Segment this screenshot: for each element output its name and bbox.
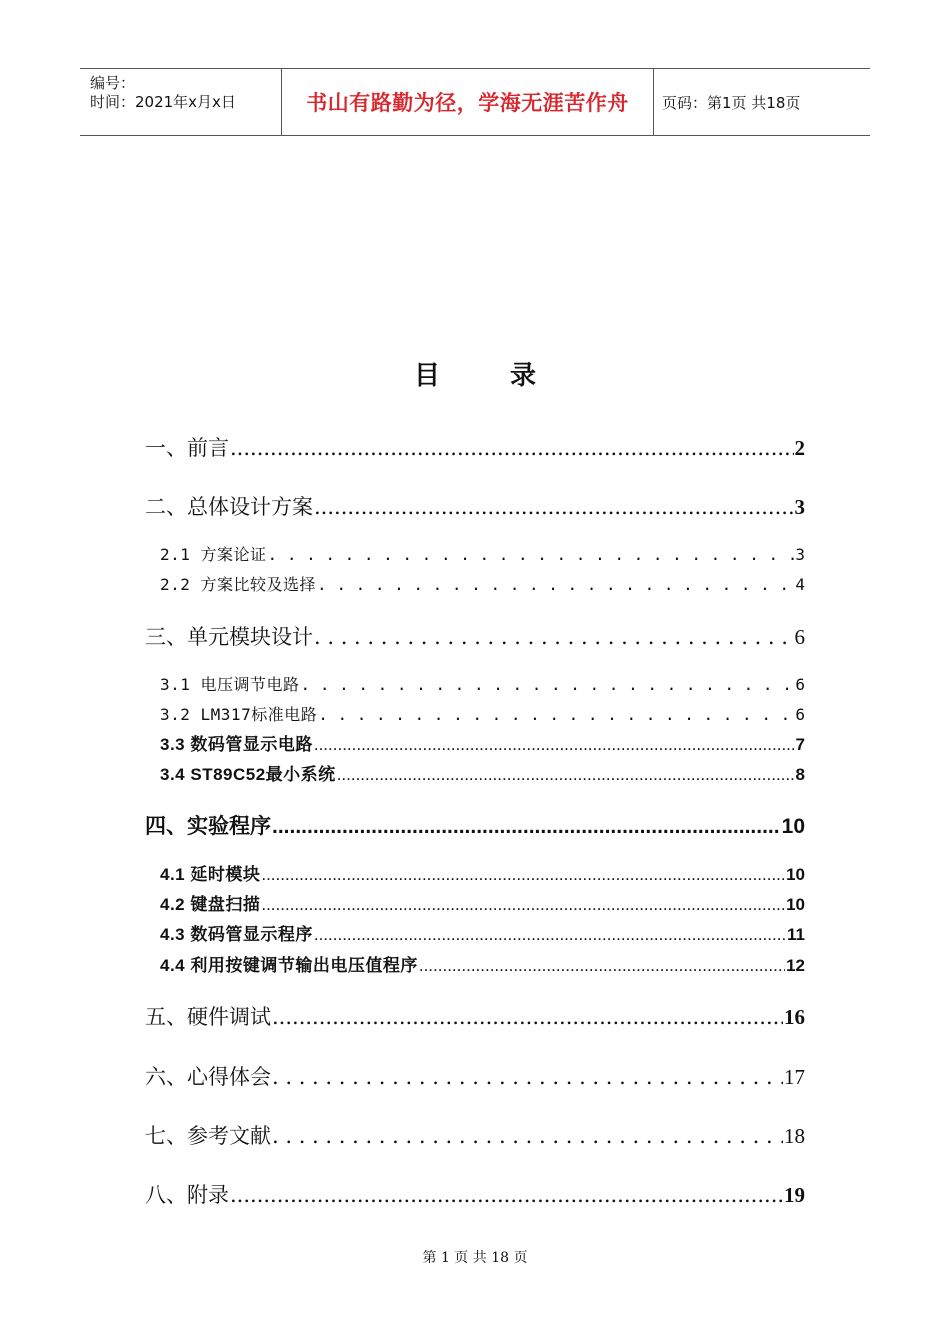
header-motto: 书山有路勤为径，学海无涯苦作舟 bbox=[306, 91, 629, 115]
toc-entry-title: 4.4 利用按键调节输出电压值程序 bbox=[160, 956, 418, 975]
toc-entry[interactable] bbox=[145, 1001, 805, 1031]
toc-entry[interactable] bbox=[160, 920, 805, 945]
toc-entry[interactable] bbox=[160, 951, 805, 976]
toc-leader bbox=[261, 865, 785, 885]
toc-entry[interactable] bbox=[160, 572, 805, 595]
toc-leader bbox=[261, 895, 785, 915]
toc-entry[interactable] bbox=[160, 760, 805, 785]
toc-entry-title: 4.3 数码管显示程序 bbox=[160, 925, 313, 944]
toc-entry[interactable] bbox=[160, 542, 805, 565]
toc-entry-title: 2.2 方案比较及选择 bbox=[160, 575, 317, 594]
toc-entry-page: 8 bbox=[795, 765, 805, 784]
toc-entry-page: 12 bbox=[786, 956, 805, 975]
toc-entry-page: 6 bbox=[795, 675, 805, 694]
toc-leader bbox=[314, 625, 794, 649]
toc-entry-title: 三、单元模块设计 bbox=[145, 625, 313, 649]
toc-entry[interactable] bbox=[145, 1179, 805, 1209]
toc-entry-page: 6 bbox=[795, 705, 805, 724]
toc-entry-title: 4.1 延时模块 bbox=[160, 865, 261, 884]
toc-entry-page: 18 bbox=[784, 1124, 805, 1148]
toc-entry[interactable] bbox=[145, 621, 805, 651]
toc-entry-page: 3 bbox=[794, 495, 805, 519]
toc-entry[interactable] bbox=[160, 702, 805, 725]
toc-leader bbox=[272, 815, 781, 839]
toc-leader bbox=[230, 436, 794, 460]
toc-leader bbox=[268, 545, 795, 564]
toc-entry-title: 二、总体设计方案 bbox=[145, 495, 313, 519]
toc-leader bbox=[419, 956, 785, 976]
toc-leader bbox=[318, 705, 794, 724]
toc-entry-page: 10 bbox=[786, 895, 805, 914]
toc-entry-page: 3 bbox=[795, 545, 805, 564]
toc-entry[interactable] bbox=[160, 730, 805, 755]
toc-entry-page: 7 bbox=[795, 735, 805, 754]
toc-entry-title: 4.2 键盘扫描 bbox=[160, 895, 261, 914]
time-label: 时间：2021年x月x日 bbox=[90, 93, 236, 111]
toc-entry-page: 16 bbox=[784, 1005, 805, 1029]
toc-entry-page: 4 bbox=[795, 575, 805, 594]
toc-entry-page: 10 bbox=[781, 815, 805, 838]
toc-entry[interactable] bbox=[145, 491, 805, 521]
header-page-info: 页码：第1页 共18页 bbox=[662, 93, 801, 112]
toc-entry-page: 6 bbox=[794, 625, 805, 649]
toc-entry-title: 3.3 数码管显示电路 bbox=[160, 735, 313, 754]
toc-entry-title: 3.4 ST89C52最小系统 bbox=[160, 765, 336, 784]
toc-leader bbox=[272, 1005, 783, 1029]
toc-leader bbox=[272, 1065, 783, 1089]
toc-leader bbox=[314, 495, 794, 519]
toc-entry-page: 11 bbox=[787, 925, 805, 944]
page-header bbox=[80, 68, 870, 136]
toc-entry[interactable] bbox=[160, 890, 805, 915]
toc-entry[interactable] bbox=[145, 432, 805, 462]
toc-entry[interactable] bbox=[160, 672, 805, 695]
toc-entry-title: 3.2 LM317标准电路 bbox=[160, 705, 318, 724]
toc-leader bbox=[337, 765, 795, 785]
toc-entry-title: 八、附录 bbox=[145, 1183, 229, 1207]
toc-entry[interactable] bbox=[145, 1061, 805, 1091]
page-footer: 第 1 页 共 18 页 bbox=[422, 1250, 528, 1266]
toc-entry-title: 六、心得体会 bbox=[145, 1065, 271, 1089]
toc-entry-title: 一、前言 bbox=[145, 436, 229, 460]
toc-entry[interactable] bbox=[160, 860, 805, 885]
toc-entry[interactable] bbox=[145, 810, 805, 840]
toc-title: 目录 bbox=[413, 361, 606, 391]
toc-entry-page: 10 bbox=[786, 865, 805, 884]
number-label: 编号： bbox=[90, 74, 136, 92]
header-meta bbox=[80, 69, 282, 135]
toc-entry-title: 四、实验程序 bbox=[145, 815, 271, 838]
toc-leader bbox=[314, 925, 786, 945]
toc-leader bbox=[301, 675, 795, 694]
toc-entry-title: 2.1 方案论证 bbox=[160, 545, 267, 564]
toc-entry[interactable] bbox=[145, 1120, 805, 1150]
toc-leader bbox=[314, 735, 795, 755]
header-motto-cell bbox=[282, 69, 654, 135]
toc-entry-page: 19 bbox=[784, 1183, 805, 1207]
toc-entry-title: 七、参考文献 bbox=[145, 1124, 271, 1148]
toc-leader bbox=[272, 1124, 783, 1148]
toc-entry-title: 五、硬件调试 bbox=[145, 1005, 271, 1029]
toc-leader bbox=[230, 1183, 783, 1207]
toc-entry-title: 3.1 电压调节电路 bbox=[160, 675, 300, 694]
toc-entry-page: 2 bbox=[794, 436, 805, 460]
toc-leader bbox=[317, 575, 794, 594]
toc-entry-page: 17 bbox=[784, 1065, 805, 1089]
